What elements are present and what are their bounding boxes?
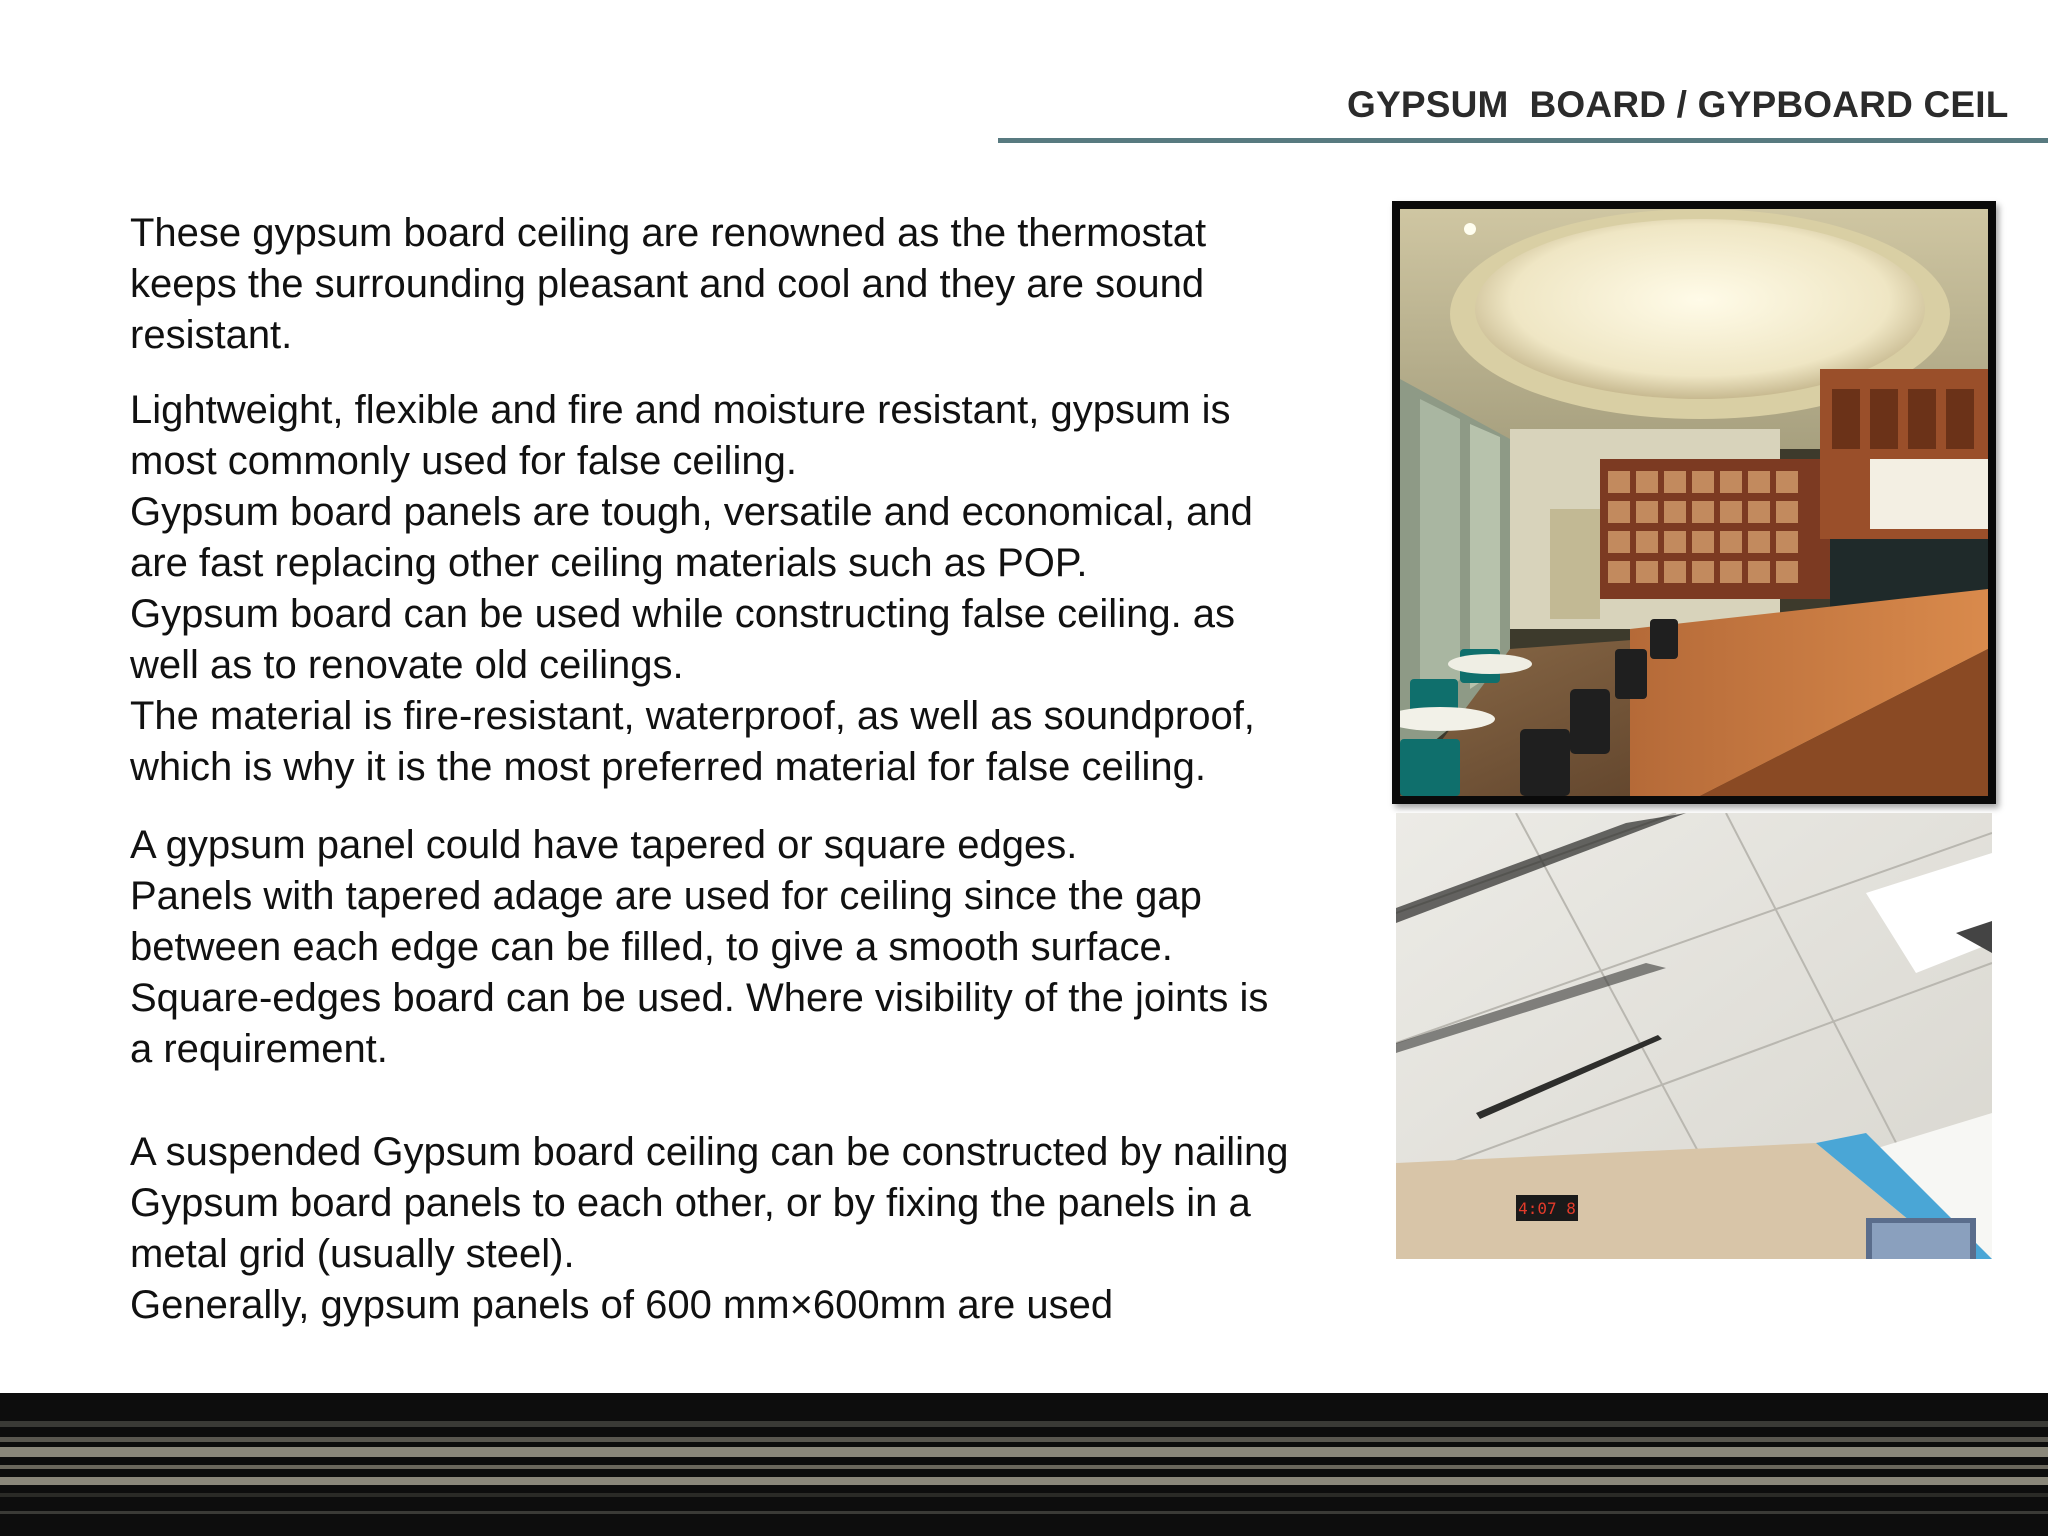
text-line: Gypsum board can be used while constructing false ceiling. as (130, 592, 1236, 636)
ceiling-photo-bar (1392, 201, 1996, 804)
title-rule (998, 138, 2048, 143)
text-line: Gypsum board panels are tough, versatile and economical, and (130, 490, 1253, 534)
text-line: are fast replacing other ceiling materials such as POP. (130, 541, 1088, 585)
paragraph-edges (130, 820, 1380, 1075)
text-line: metal grid (usually steel). (130, 1232, 575, 1276)
slide-title: GYPSUM BOARD / GYPBOARD CEIL (1347, 84, 2009, 125)
paragraph-suspended (130, 1127, 1380, 1331)
text-line: A gypsum panel could have tapered or square edges. (130, 823, 1078, 867)
text-line: Panels with tapered adage are used for ceiling since the gap (130, 874, 1202, 918)
text-line: a requirement. (130, 1027, 388, 1071)
text-line: most commonly used for false ceiling. (130, 439, 797, 483)
text-line: Gypsum board panels to each other, or by fixing the panels in a (130, 1181, 1251, 1225)
body-text (130, 208, 1380, 1331)
text-line: A suspended Gypsum board ceiling can be constructed by nailing (130, 1130, 1289, 1174)
wall-clock-display: 4:07 8 (1518, 1199, 1576, 1218)
text-line: resistant. (130, 313, 293, 357)
ceiling-photo-grid (1396, 813, 1992, 1259)
text-line: keeps the surrounding pleasant and cool and they are sound (130, 262, 1205, 306)
text-line: Square-edges board can be used. Where visibility of the joints is (130, 976, 1269, 1020)
text-line: The material is fire-resistant, waterproof, as well as soundproof, (130, 694, 1255, 738)
text-line: Lightweight, flexible and fire and moisture resistant, gypsum is (130, 388, 1231, 432)
paragraph-thermostat (130, 208, 1380, 361)
text-line: which is why it is the most preferred material for false ceiling. (130, 745, 1206, 789)
text-line: between each edge can be filled, to give a smooth surface. (130, 925, 1173, 969)
text-line: These gypsum board ceiling are renowned as the thermostat (130, 211, 1207, 255)
paragraph-properties (130, 385, 1380, 793)
footer-stripes (0, 1393, 2048, 1536)
text-line: well as to renovate old ceilings. (130, 643, 684, 687)
text-line: Generally, gypsum panels of 600 mm×600mm are used (130, 1283, 1114, 1327)
